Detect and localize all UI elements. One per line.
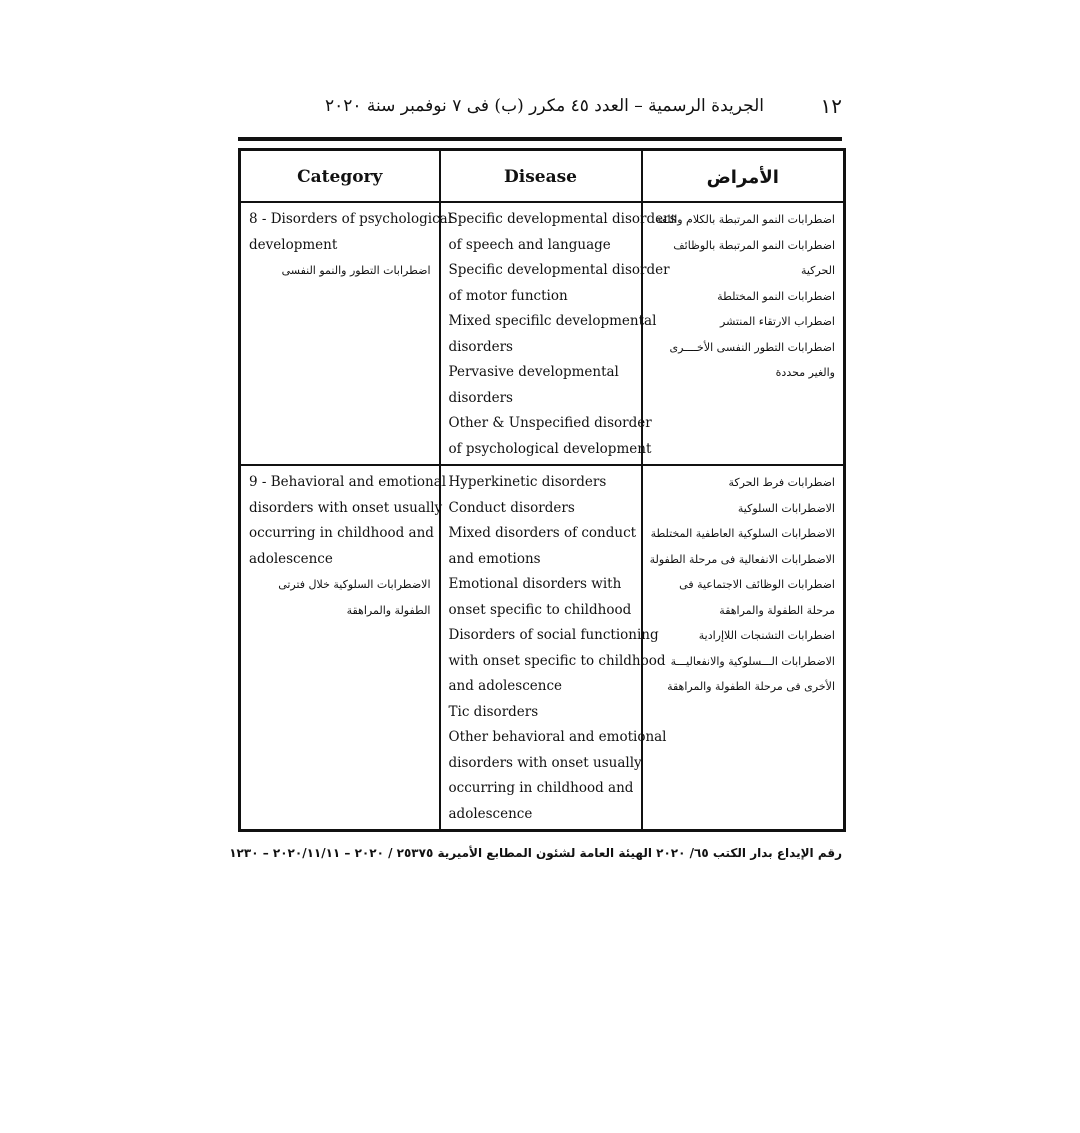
text-line: occurring in childhood and [249, 525, 434, 541]
arabic-text-line: اضطرابات فرط الحركة [728, 476, 835, 489]
text-line: adolescence [448, 805, 533, 822]
arabic-text-line: اضطرابات النمو المختلطة [717, 289, 835, 303]
table-header-row [240, 150, 845, 203]
text-line: development [249, 236, 338, 253]
page-header [240, 94, 842, 124]
text-line: 8 - Disorders of psychological [249, 211, 453, 227]
arabic-text-line: اضطرابات التطور النفسى الأخــــرى [669, 340, 835, 354]
arabic-text-line: اضطرابات النمو المرتبطة بالوظائف [673, 238, 835, 252]
arabic-text-line: اضطراب الارتقاء المنتشر [720, 315, 835, 328]
arabic-text-line: اضطرابات التشنجات اللاإرادية [698, 629, 835, 642]
text-line: adolescence [249, 550, 333, 567]
deposit-footer: رقم الإيداع بدار الكتب ٦٥/ ٢٠٢٠ الهيئة العامة لشئون المطابع الأميرية ٢٥٣٧٥ / ٢٠٢٠ – ٢٠٢٠/١١/١١ – ١٢٣٠ [229, 846, 842, 860]
text-line: of psychological development [448, 440, 652, 457]
text-line: of speech and language [448, 236, 611, 253]
text-line: with onset specific to childhood [448, 652, 666, 669]
table-row [240, 465, 845, 831]
text-line: Specific developmental disorders [448, 211, 677, 227]
text-line: disorders [448, 338, 513, 355]
arabic-text-line: الأخرى فى مرحلة الطفولة والمراهقة [667, 680, 835, 693]
arabic-text-line: الطفولة والمراهقة [346, 603, 431, 617]
text-line: onset specific to childhood [448, 601, 632, 618]
header-disease: Disease [440, 150, 642, 203]
text-line: 9 - Behavioral and emotional [249, 474, 447, 490]
arabic-disease-cell [642, 465, 845, 831]
arabic-text-line: الاضطرابات الـــسلوكية والانفعاليـــة [670, 654, 835, 668]
text-line: Other & Unspecified disorder [448, 415, 652, 431]
text-line: Specific developmental disorder [448, 262, 670, 278]
gazette-title: الجريدة الرسمية – العدد ٤٥ مكرر (ب) فى ٧ نوفمبر سنة ٢٠٢٠ [324, 96, 764, 116]
table-body [240, 202, 845, 831]
text-line: and adolescence [448, 678, 563, 694]
text-line: and emotions [448, 550, 541, 567]
text-line: Conduct disorders [448, 499, 575, 516]
header-arabic: الأمراض [642, 150, 845, 203]
text-line: occurring in childhood and [448, 780, 634, 796]
text-line: Mixed specifilc developmental [448, 313, 657, 329]
arabic-text-line: اضطرابات الوظائف الاجتماعية فى [679, 578, 835, 591]
header-category: Category [240, 150, 440, 203]
category-cell [240, 465, 447, 831]
text-line: of motor function [448, 287, 568, 304]
disease-table [238, 148, 846, 832]
disease-cell [440, 465, 667, 831]
text-line: disorders with onset usually [249, 499, 443, 516]
text-line: Disorders of social functioning [448, 627, 659, 643]
text-line: Other behavioral and emotional [448, 729, 667, 745]
arabic-text-line: الاضطرابات السلوكية [737, 501, 835, 515]
arabic-text-line: الحركية [800, 264, 835, 277]
arabic-text-line: اضطرابات النمو المرتبطة بالكلام واللغة [656, 213, 835, 226]
arabic-disease-cell [642, 202, 845, 465]
category-cell [240, 202, 453, 465]
header-rule [238, 137, 842, 141]
text-line: Hyperkinetic disorders [448, 474, 607, 490]
text-line: Tic disorders [448, 703, 539, 720]
text-line: Pervasive developmental [448, 364, 619, 380]
arabic-text-line: والغير محددة [775, 366, 835, 379]
arabic-text-line: الاضطرابات الانفعالية فى مرحلة الطفولة [649, 552, 835, 566]
arabic-text-line: مرحلة الطفولة والمراهقة [719, 603, 835, 617]
text-line: Emotional disorders with [448, 576, 622, 592]
text-line: disorders with onset usually [448, 754, 642, 771]
arabic-text-line: اضطرابات التطور والنمو النفسى [281, 264, 431, 277]
arabic-text-line: الاضطرابات السلوكية خلال فترتى [278, 578, 431, 591]
text-line: Mixed disorders of conduct [448, 525, 637, 541]
table-row [240, 202, 845, 465]
page-number: ١٢ [820, 94, 842, 118]
arabic-text-line: الاضطرابات السلوكية العاطفية المختلطة [650, 527, 835, 540]
text-line: disorders [448, 389, 513, 406]
disease-cell [440, 202, 677, 465]
